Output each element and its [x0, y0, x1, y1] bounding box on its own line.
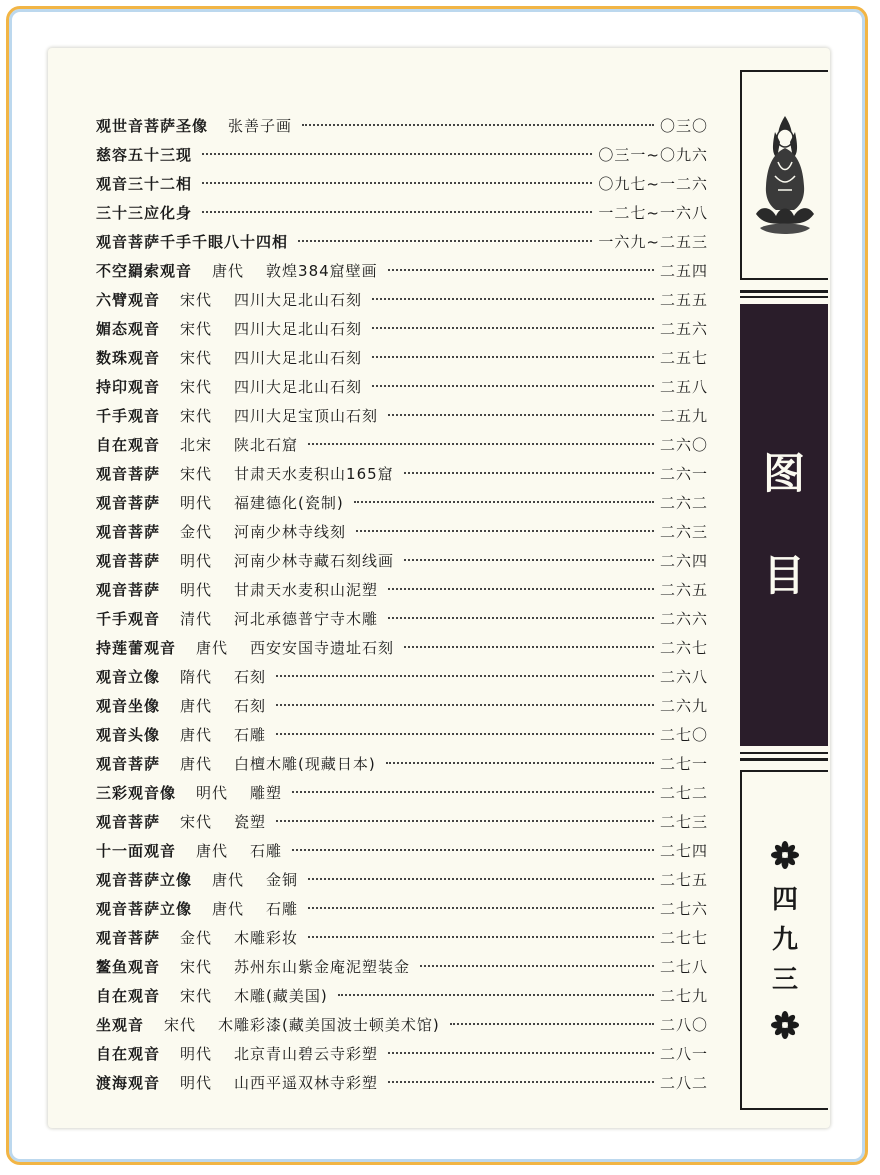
entry-location: 金铜	[266, 871, 299, 889]
entry-page-number: 〇九七~一二六	[598, 175, 708, 193]
dot-leader	[338, 994, 654, 996]
dot-leader	[298, 240, 592, 242]
dot-leader	[276, 675, 654, 677]
entry-dynasty: 明代	[180, 581, 213, 599]
dot-leader	[292, 791, 654, 793]
dot-leader	[308, 936, 654, 938]
entry-title: 持莲蕾观音	[96, 639, 177, 657]
entry-page-number: 二六五	[659, 581, 708, 599]
toc-entry	[96, 373, 708, 402]
entry-page-number: 二六八	[659, 668, 708, 686]
entry-title: 观音菩萨	[96, 523, 161, 541]
entry-page-number: 二五六	[659, 320, 708, 338]
entry-location: 西安安国寺遗址石刻	[250, 639, 395, 657]
entry-dynasty: 唐代	[180, 726, 213, 744]
dot-leader	[388, 269, 654, 271]
dot-leader	[372, 385, 654, 387]
toc-entry	[96, 460, 708, 489]
entry-dynasty: 唐代	[180, 697, 213, 715]
entry-location: 木雕(藏美国)	[234, 987, 328, 1005]
entry-page-number: 二六一	[659, 465, 708, 483]
entry-dynasty: 宋代	[180, 291, 213, 309]
toc-entry	[96, 286, 708, 315]
entry-page-number: 〇三〇	[659, 117, 708, 135]
entry-page-number: 二七六	[659, 900, 708, 918]
entry-page-number: 二七八	[659, 958, 708, 976]
toc-entry	[96, 692, 708, 721]
entry-page-number: 二五五	[659, 291, 708, 309]
toc-entry	[96, 141, 708, 170]
entry-dynasty: 唐代	[180, 755, 213, 773]
entry-dynasty: 北宋	[180, 436, 213, 454]
entry-page-number: 二八二	[659, 1074, 708, 1092]
entry-title: 三彩观音像	[96, 784, 177, 802]
toc-entry	[96, 779, 708, 808]
entry-dynasty: 清代	[180, 610, 213, 628]
entry-dynasty: 明代	[180, 494, 213, 512]
entry-location: 四川大足北山石刻	[234, 349, 363, 367]
entry-dynasty: 唐代	[196, 639, 229, 657]
entry-page-number: 二七五	[659, 871, 708, 889]
entry-location: 石雕	[266, 900, 299, 918]
entry-title: 观音菩萨	[96, 929, 161, 947]
toc-entry	[96, 982, 708, 1011]
dot-leader	[388, 1052, 654, 1054]
entry-dynasty: 宋代	[180, 813, 213, 831]
entry-location: 河南少林寺线刻	[234, 523, 347, 541]
entry-title: 观音头像	[96, 726, 161, 744]
entry-title: 观音菩萨	[96, 465, 161, 483]
entry-page-number: 二七三	[659, 813, 708, 831]
toc-entry	[96, 112, 708, 141]
toc-entry	[96, 576, 708, 605]
entry-location: 四川大足北山石刻	[234, 320, 363, 338]
dot-leader	[404, 559, 654, 561]
entry-page-number: 二七二	[659, 784, 708, 802]
guanyin-figure-icon	[742, 72, 828, 278]
entry-dynasty: 宋代	[180, 349, 213, 367]
entry-page-number: 二六〇	[659, 436, 708, 454]
entry-dynasty: 金代	[180, 929, 213, 947]
entry-location: 石刻	[234, 697, 267, 715]
toc-entry	[96, 634, 708, 663]
toc-entry	[96, 402, 708, 431]
entry-dynasty: 唐代	[212, 871, 245, 889]
entry-location: 山西平遥双林寺彩塑	[234, 1074, 379, 1092]
table-of-contents	[96, 112, 708, 1098]
sidebar-figure-box	[740, 70, 828, 280]
flower-ornament-icon	[770, 840, 800, 870]
entry-dynasty: 宋代	[180, 958, 213, 976]
entry-location: 陕北石窟	[234, 436, 299, 454]
dot-leader	[202, 211, 592, 213]
toc-entry	[96, 431, 708, 460]
entry-page-number: 二五四	[659, 262, 708, 280]
dot-leader	[372, 356, 654, 358]
entry-location: 甘肃天水麦积山165窟	[234, 465, 394, 483]
entry-title: 观音菩萨立像	[96, 900, 193, 918]
toc-entry	[96, 663, 708, 692]
entry-location: 河南少林寺藏石刻线画	[234, 552, 395, 570]
dot-leader	[372, 298, 654, 300]
sidebar-section-title	[740, 304, 828, 746]
entry-dynasty: 张善子画	[228, 117, 293, 135]
entry-title: 坐观音	[96, 1016, 145, 1034]
entry-location: 甘肃天水麦积山泥塑	[234, 581, 379, 599]
entry-location: 木雕彩妆	[234, 929, 299, 947]
entry-title: 观音立像	[96, 668, 161, 686]
dot-leader	[354, 501, 654, 503]
dot-leader	[388, 588, 654, 590]
entry-page-number: 二七一	[659, 755, 708, 773]
entry-dynasty: 宋代	[180, 987, 213, 1005]
entry-location: 木雕彩漆(藏美国波士顿美术馆)	[218, 1016, 440, 1034]
entry-dynasty: 隋代	[180, 668, 213, 686]
entry-page-number: 二七〇	[659, 726, 708, 744]
entry-page-number: 二七九	[659, 987, 708, 1005]
entry-title: 自在观音	[96, 436, 161, 454]
entry-location: 雕塑	[250, 784, 283, 802]
entry-location: 四川大足宝顶山石刻	[234, 407, 379, 425]
entry-page-number: 二六九	[659, 697, 708, 715]
toc-entry	[96, 518, 708, 547]
entry-title: 持印观音	[96, 378, 161, 396]
dot-leader	[292, 849, 654, 851]
entry-title: 自在观音	[96, 1045, 161, 1063]
divider-rule	[740, 296, 828, 298]
toc-entry	[96, 1011, 708, 1040]
toc-entry	[96, 895, 708, 924]
entry-location: 河北承德普宁寺木雕	[234, 610, 379, 628]
toc-entry	[96, 315, 708, 344]
dot-leader	[372, 327, 654, 329]
entry-title: 观音菩萨千手千眼八十四相	[96, 233, 289, 251]
dot-leader	[388, 1081, 654, 1083]
entry-dynasty: 明代	[180, 552, 213, 570]
entry-dynasty: 唐代	[196, 842, 229, 860]
entry-dynasty: 宋代	[180, 378, 213, 396]
entry-location: 石雕	[234, 726, 267, 744]
entry-page-number: 二六六	[659, 610, 708, 628]
entry-title: 十一面观音	[96, 842, 177, 860]
entry-location: 四川大足北山石刻	[234, 291, 363, 309]
entry-dynasty: 明代	[180, 1074, 213, 1092]
entry-title: 自在观音	[96, 987, 161, 1005]
dot-leader	[404, 472, 654, 474]
page-number-box	[740, 770, 828, 1110]
entry-title: 观音坐像	[96, 697, 161, 715]
entry-title: 观音菩萨	[96, 494, 161, 512]
dot-leader	[276, 820, 654, 822]
toc-entry	[96, 228, 708, 257]
toc-entry	[96, 837, 708, 866]
entry-dynasty: 宋代	[180, 465, 213, 483]
entry-title: 数珠观音	[96, 349, 161, 367]
toc-entry	[96, 489, 708, 518]
toc-entry	[96, 344, 708, 373]
divider-rule	[740, 758, 828, 761]
flower-ornament-icon	[770, 1010, 800, 1040]
toc-entry	[96, 721, 708, 750]
entry-location: 福建德化(瓷制)	[234, 494, 344, 512]
page-number-char: 九	[771, 925, 798, 955]
entry-page-number: 二八一	[659, 1045, 708, 1063]
entry-page-number: 二八〇	[659, 1016, 708, 1034]
toc-entry	[96, 924, 708, 953]
entry-dynasty: 唐代	[212, 900, 245, 918]
entry-title: 观音菩萨	[96, 813, 161, 831]
entry-title: 鳌鱼观音	[96, 958, 161, 976]
entry-page-number: 〇三一~〇九六	[598, 146, 708, 164]
section-title-char: 目	[762, 551, 805, 600]
entry-page-number: 一六九~二五三	[598, 233, 708, 251]
entry-page-number: 一二七~一六八	[598, 204, 708, 222]
toc-entry	[96, 170, 708, 199]
dot-leader	[450, 1023, 654, 1025]
entry-page-number: 二五七	[659, 349, 708, 367]
entry-title: 三十三应化身	[96, 204, 193, 222]
entry-page-number: 二七七	[659, 929, 708, 947]
entry-dynasty: 明代	[180, 1045, 213, 1063]
toc-entry	[96, 257, 708, 286]
toc-entry	[96, 1040, 708, 1069]
page-number-char: 四	[771, 885, 798, 915]
divider-rule	[740, 752, 828, 754]
entry-title: 不空羂索观音	[96, 262, 193, 280]
entry-page-number: 二六四	[659, 552, 708, 570]
entry-page-number: 二六二	[659, 494, 708, 512]
toc-entry	[96, 808, 708, 837]
toc-entry	[96, 866, 708, 895]
dot-leader	[308, 907, 654, 909]
entry-page-number: 二六七	[659, 639, 708, 657]
entry-page-number: 二五九	[659, 407, 708, 425]
dot-leader	[202, 153, 592, 155]
entry-location: 白檀木雕(现藏日本)	[234, 755, 376, 773]
entry-location: 敦煌384窟壁画	[266, 262, 378, 280]
entry-dynasty: 宋代	[180, 320, 213, 338]
entry-location: 四川大足北山石刻	[234, 378, 363, 396]
entry-title: 观世音菩萨圣像	[96, 117, 209, 135]
dot-leader	[420, 965, 654, 967]
dot-leader	[404, 646, 654, 648]
dot-leader	[386, 762, 654, 764]
entry-title: 观音菩萨立像	[96, 871, 193, 889]
entry-page-number: 二六三	[659, 523, 708, 541]
entry-title: 观音菩萨	[96, 581, 161, 599]
dot-leader	[388, 414, 654, 416]
page-number-char: 三	[771, 965, 798, 995]
entry-title: 慈容五十三现	[96, 146, 193, 164]
entry-location: 瓷塑	[234, 813, 267, 831]
toc-entry	[96, 953, 708, 982]
entry-dynasty: 金代	[180, 523, 213, 541]
entry-dynasty: 明代	[196, 784, 229, 802]
dot-leader	[308, 878, 654, 880]
toc-entry	[96, 750, 708, 779]
entry-title: 观音菩萨	[96, 755, 161, 773]
entry-dynasty: 唐代	[212, 262, 245, 280]
dot-leader	[308, 443, 654, 445]
entry-title: 观音菩萨	[96, 552, 161, 570]
entry-title: 千手观音	[96, 407, 161, 425]
entry-location: 苏州东山紫金庵泥塑装金	[234, 958, 411, 976]
dot-leader	[276, 704, 654, 706]
entry-location: 石刻	[234, 668, 267, 686]
entry-dynasty: 宋代	[180, 407, 213, 425]
dot-leader	[202, 182, 592, 184]
dot-leader	[356, 530, 654, 532]
entry-title: 媚态观音	[96, 320, 161, 338]
entry-title: 六臂观音	[96, 291, 161, 309]
entry-title: 渡海观音	[96, 1074, 161, 1092]
entry-page-number: 二五八	[659, 378, 708, 396]
entry-location: 石雕	[250, 842, 283, 860]
dot-leader	[276, 733, 654, 735]
entry-dynasty: 宋代	[164, 1016, 197, 1034]
divider-rule	[740, 290, 828, 293]
entry-location: 北京青山碧云寺彩塑	[234, 1045, 379, 1063]
toc-entry	[96, 547, 708, 576]
toc-entry	[96, 1069, 708, 1098]
entry-title: 千手观音	[96, 610, 161, 628]
entry-page-number: 二七四	[659, 842, 708, 860]
toc-entry	[96, 199, 708, 228]
toc-entry	[96, 605, 708, 634]
dot-leader	[388, 617, 654, 619]
section-title-char: 图	[762, 449, 805, 498]
dot-leader	[302, 124, 654, 126]
entry-title: 观音三十二相	[96, 175, 193, 193]
